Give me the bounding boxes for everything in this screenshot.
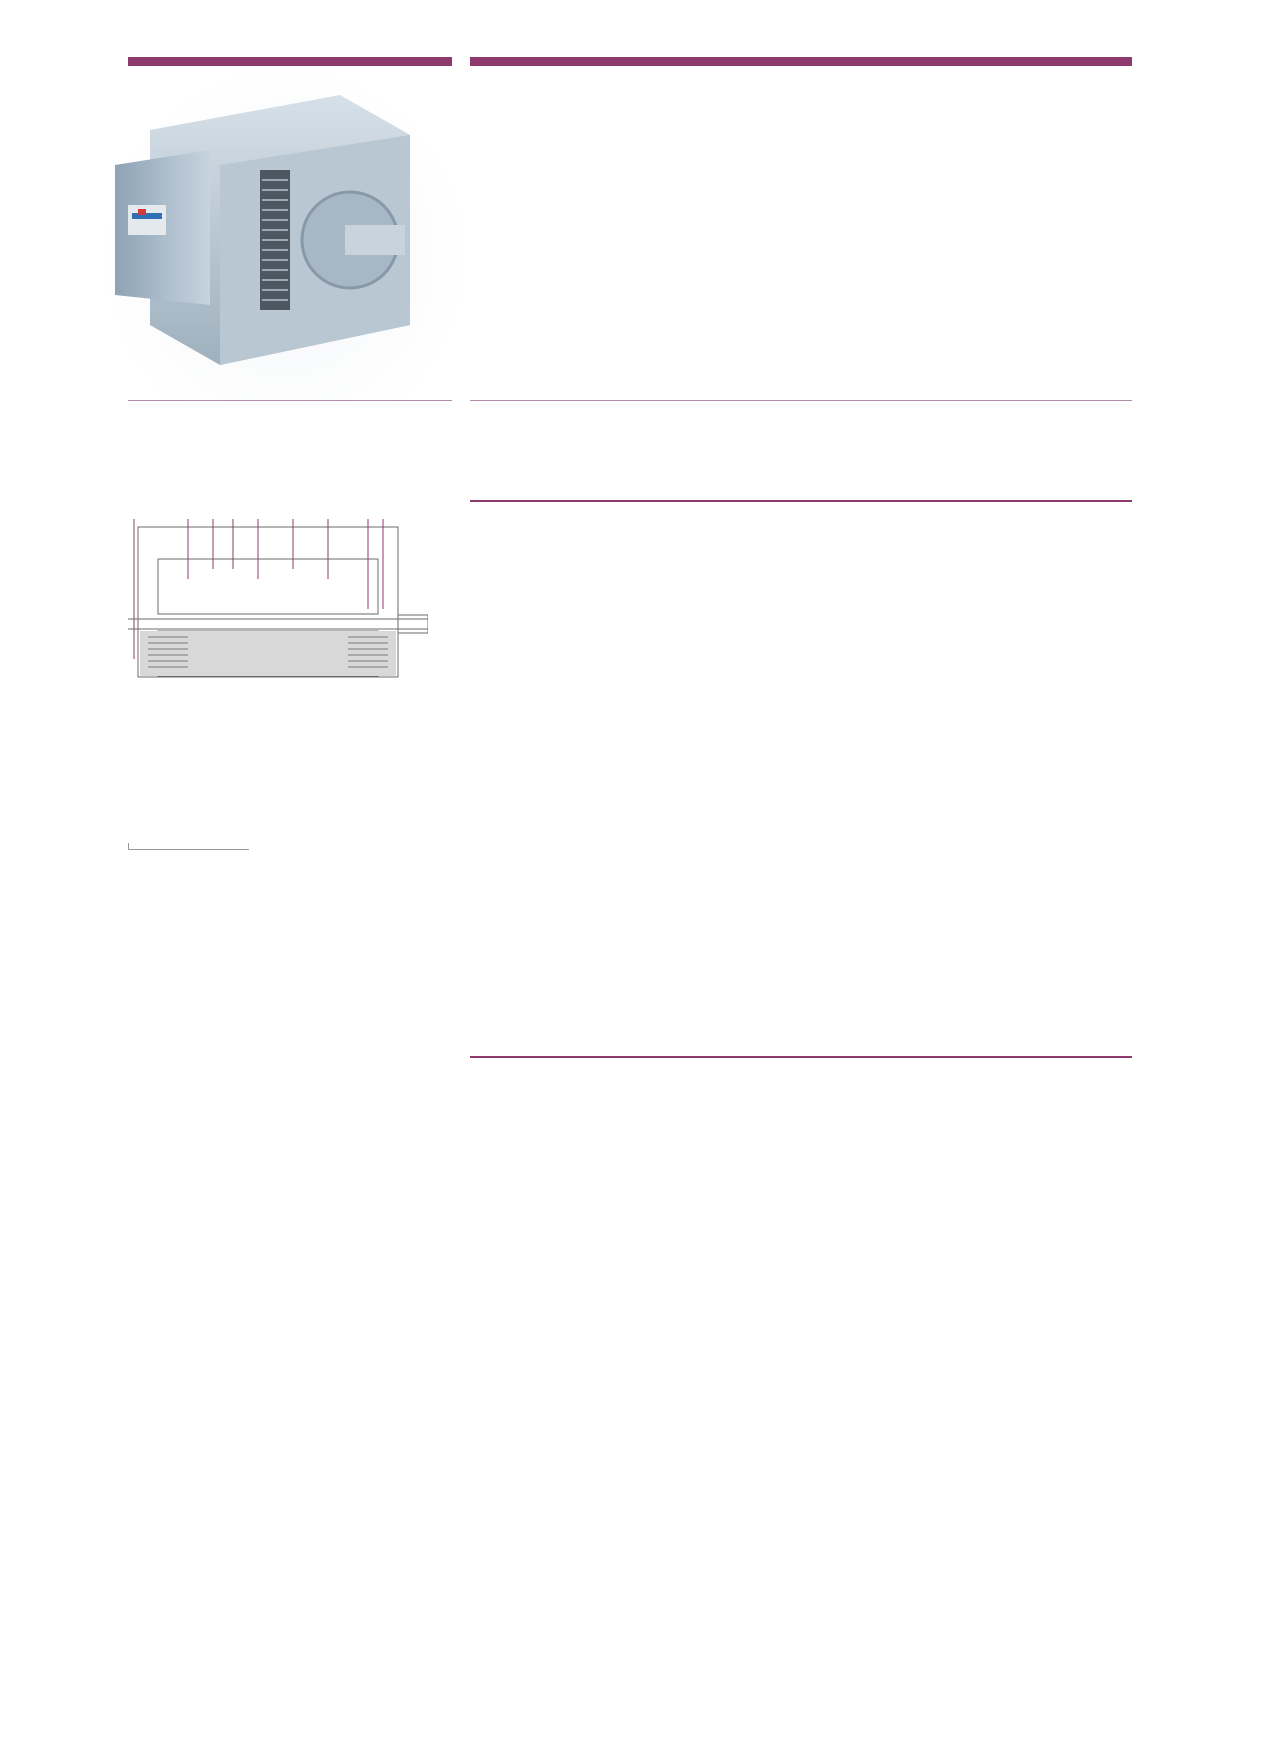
cross-section-drawing xyxy=(128,519,428,719)
header-bar-right xyxy=(470,57,1132,66)
type-bracket xyxy=(128,843,249,850)
motor-photo xyxy=(110,75,460,405)
section-divider-left xyxy=(128,400,452,401)
cross-section-title xyxy=(128,460,136,488)
cross-section-diagram xyxy=(128,505,428,735)
table-frame xyxy=(470,500,1132,1058)
section-divider-right xyxy=(470,400,1132,401)
frame-application-table xyxy=(470,500,1132,1058)
motor-illustration xyxy=(110,75,460,405)
header-bar-left xyxy=(128,57,452,66)
frame-table-title xyxy=(470,460,478,488)
